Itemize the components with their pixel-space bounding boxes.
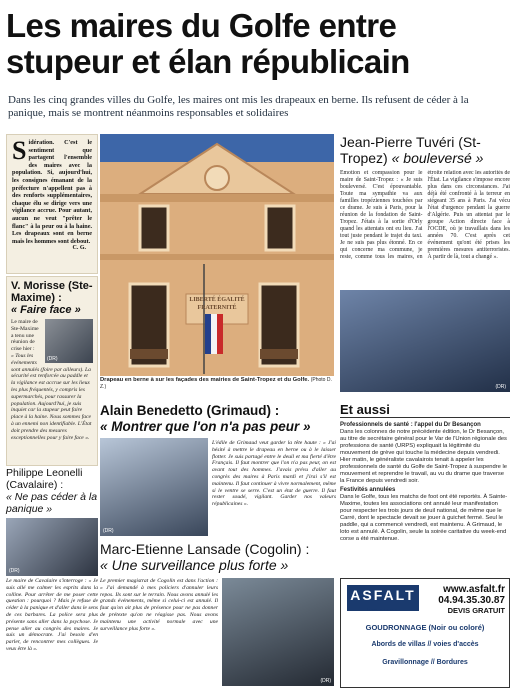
leonelli-photo: (DR) — [6, 518, 98, 576]
aussi-item-title: Professionnels de santé : l'appel du Dr Besançon — [340, 422, 481, 428]
benedetto-photo: (DR) — [100, 438, 208, 536]
leonelli-name: Philippe Leonelli (Cavalaire) : — [6, 467, 83, 491]
intro-sidebar — [6, 134, 98, 274]
morisse-body: « Tous les événements sont annulés (foire par ailleurs). La sécurité est renforcée au paddle et la vigilance est accrue sur les lieux les plus fréquentés, y compris les supermarchés, pour rassurer la population. Aujourd'hui, je suis inquiet car la stupeur peut faire place à la haine. Nous sommes face à un ennemi non identifiable. L'État doit prendre des mesures exceptionnelles pour y faire face ». — [11, 352, 92, 441]
tuveri-body: Émotion et compassion pour le maire de Saint-Tropez : « Je suis bouleversé. C'est épouvantable. Toute ma sympathie va aux familles tropéziennes touchées par ce drame. Je suis à Paris, pour la réunion de la fondation de Saint-Tropez. J'étais à la sortie d'Orly quand les attentats ont eu lieu. J'ai tout juste pendant le trajet du taxi. Je ne suis pas plus étonné. En ce qui concerne ma commune, je reste, comme tous les maires, en étroite relation avec les autorités de l'État. La vigilance s'impose encore plus dans ces circonstances. J'ai déjà été confronté à la terreur en siégeant 35 ans à Paris. J'ai vécu l'état d'urgence pendant la guerre d'Algérie. Puis un attentat par le groupe Action directe face à l'OCDE, où je travaillais dans les années 70. C'est après cet événement qu'ont été prises les premières mesures antiterroristes. À partir de là, tout a changé ». — [340, 170, 510, 260]
facade-inscription: LIBERTÉ ÉGALITÉ FRATERNITÉ — [189, 297, 245, 311]
asfalt-logo: ASFALT — [347, 585, 419, 611]
asfalt-advertisement — [340, 578, 510, 688]
lansade-photo: (DR) — [222, 578, 334, 686]
ad-devis: DEVIS GRATUIT — [447, 606, 505, 615]
lead-paragraph: Dans les cinq grandes villes du Golfe, les maires ont mis les drapeaux en berne. Ils refusent de céder à la panique, mais se montrent néanmoins responsables et solidaires — [8, 94, 469, 119]
leonelli-body: Le maire de Cavalaire s'interroge : « Je suis allé me calmer les esprits dans la colline. Pour arrêter de me poser cette question : pourquoi ? Mais je refuse de céder à la panique et d'aller dans le sens de ces barbares. La police sera plus présente sans aller dans la psychose. Je pense aller au congrès des maires. Je suis un démocrate. J'ai besoin d'en parler, de rencontrer mes collègues. Je veux être là ». — [6, 578, 98, 652]
tuveri-photo: (DR) — [340, 290, 510, 392]
tuveri-heading — [340, 134, 510, 166]
morisse-box — [6, 276, 98, 466]
ad-line-1: GOUDRONNAGE (Noir ou coloré) — [365, 623, 485, 632]
tuveri-name: Jean-Pierre Tuvéri (St-Tropez) — [340, 134, 481, 166]
morisse-intro: Le maire de Ste-Maxime a tenu une réunion de crise hier : — [11, 319, 39, 353]
ad-phone: 04.94.35.30.87 — [438, 595, 505, 606]
photo-credit: (Photo D. Z.) — [100, 377, 332, 390]
town-hall-facade-illustration — [100, 134, 334, 376]
aussi-item-body: Dans les colonnes de notre précédente édition, le Dr Besançon, au titre de secrétaire général pour le Var de l'Union régionale des professions de santé (URPS) expliquait la légitimité du mouvement de grève qui touche la médecine depuis vendredi. Hier matin, le généraliste cavalairois tenait à appeler les professionnels de santé du Golfe de Saint-Tropez à suspendre le mouvement et reprendre le travail, au vu du drame que traverse la France depuis vendredi soir. — [340, 429, 508, 484]
ad-url: www.asfalt.fr — [443, 584, 505, 595]
morisse-name: V. Morisse (Ste-Maxime) : — [11, 280, 93, 304]
ad-line-3: Gravillonnage // Bordures — [382, 659, 468, 666]
signature: C. G. — [72, 245, 86, 252]
headline: Les maires du Golfe entre stupeur et élan républicain — [6, 7, 410, 80]
lansade-name: Marc-Etienne Lansade (Cogolin) : — [100, 541, 310, 557]
lansade-body: Le premier magistrat de Cogolin est dans l'action : « J'ai demandé à mes policiers d'annuler leurs repos. Ils sont sur le terrain. Nous avons annulé les grands événements, même si celui-ci est annulé. Il faut qu'on ait plus de présence pour ne pas donner de prétexte qu'on ne réagisse pas. Nous avons maintenu une activité normale avec une surveillance plus forte ». — [100, 578, 218, 632]
aussi-item-body: Dans le Golfe, tous les matchs de foot ont été reportés. À Sainte-Maxime, toutes les associations ont annulé leur manifestation pour respecter les trois jours de deuil national, de même que le Carré, dont le spectacle devait se jouer à guichet fermé. Seul le paddle, qui a commencé vendredi, est maintenu. À Grimaud, le loto est annulé. À Cogolin, seule la soirée caritative du week-end corse a été maintenue. — [340, 494, 508, 542]
photo-caption: Drapeau en berne à sur les façades des mairies de Saint-Tropez et du Golfe. (Photo D. Z.) — [100, 377, 332, 390]
leonelli-quote: « Ne pas céder à la panique » — [6, 491, 98, 515]
aussi-body — [340, 420, 508, 543]
benedetto-quote: « Montrer que l'on n'a pas peur » — [100, 419, 311, 434]
aussi-item-title: Festivités annulées — [340, 487, 396, 493]
morisse-photo: (DR) — [45, 319, 93, 363]
town-hall-photo — [100, 134, 334, 376]
lansade-quote: « Une surveillance plus forte » — [100, 557, 289, 573]
benedetto-name: Alain Benedetto (Grimaud) : — [100, 403, 280, 418]
ad-line-2: Abords de villas // voies d'accès — [371, 641, 479, 648]
asfalt-logo-subtitle: TRAVAUX PUBLICS — [364, 607, 402, 612]
tuveri-quote: « bouleversé » — [391, 150, 484, 166]
aussi-title: Et aussi — [340, 403, 510, 418]
intro-text: Sidération. C'est le sentiment que partagent l'ensemble des maires avec la population. Si, aujourd'hui, les consignes émanant de la préfecture n'appellent pas à des renforts supplémentaires, chaque élu se dirige vers une vigilance accrue. Pour autant, aucun ne veut "prêter le flanc" à la peur ou à la haine. Les drapeaux sont en berne mais les hommes sont debout. C. G. — [12, 136, 92, 252]
morisse-quote: « Faire face » — [11, 304, 81, 316]
benedetto-body: L'édile de Grimaud veut garder la tête haute : « J'ai hésité à mettre le drapeau en berne ou à le laisser flotter. Je suis partagé entre le deuil et ma fierté d'être Français. Il faut montrer que l'on n'a pas peur, on est avant tout des hommes. J'avais prévu d'aller au congrès des maires à Paris mardi et j'irai s'il est maintenu. Il faut continuer à vivre normalement, même si le ventre se serre. C'est un état de guerre. Il faut rester soudé, vigilant. Garder nos valeurs républicaines ». — [212, 440, 336, 508]
dropcap: S — [12, 136, 27, 165]
